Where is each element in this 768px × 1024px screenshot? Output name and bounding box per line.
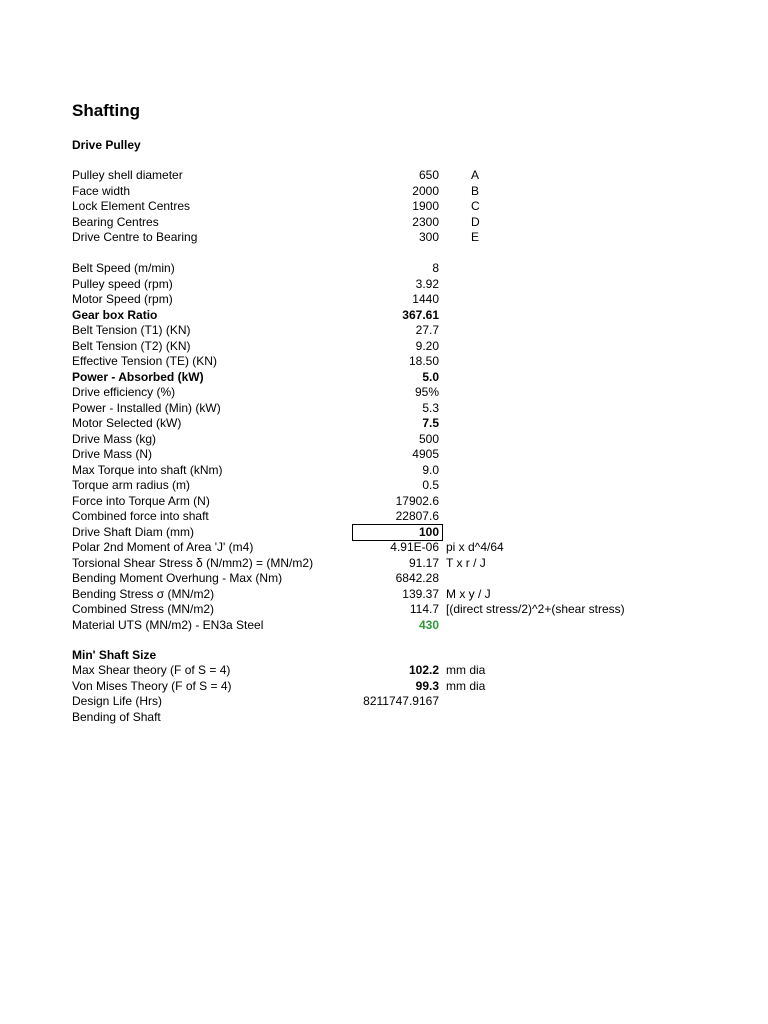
row-value[interactable]: 100: [418, 524, 439, 539]
row-value: 114.7: [409, 602, 439, 616]
row-label: Lock Element Centres: [72, 199, 191, 213]
row-label: Motor Selected (kW): [72, 416, 182, 430]
row-label: Face width: [72, 183, 131, 198]
row-value: 300: [418, 230, 439, 244]
row-value: 17902.6: [395, 493, 439, 508]
table-row: [0, 401, 768, 417]
table-row: [0, 370, 768, 386]
table-row: [0, 261, 768, 277]
row-label: Force into Torque Arm (N): [72, 493, 210, 508]
table-row: [0, 602, 768, 618]
row-label: Belt Tension (T1) (KN): [72, 323, 191, 337]
table-row: [0, 168, 768, 184]
row-note: pi x d^4/64: [446, 540, 504, 554]
row-label: Bending of Shaft: [72, 709, 161, 724]
row-value: 500: [418, 431, 439, 446]
row-label: Drive Shaft Diam (mm): [72, 524, 195, 539]
row-label: Torque arm radius (m): [72, 478, 191, 492]
table-row: [0, 308, 768, 324]
row-value: 430: [418, 617, 439, 632]
table-row: [0, 463, 768, 479]
table-row: [0, 571, 768, 587]
table-row: [0, 230, 768, 246]
row-value: 650: [418, 168, 439, 182]
row-label: Effective Tension (TE) (KN): [72, 354, 217, 368]
row-value: 102.2: [408, 663, 439, 677]
row-label: Pulley shell diameter: [72, 168, 183, 182]
table-row: [0, 587, 768, 603]
table-row: [0, 215, 768, 231]
table-row: [0, 710, 768, 726]
row-value: 3.92: [415, 276, 439, 291]
table-row: [0, 494, 768, 510]
table-row: [0, 679, 768, 695]
row-note: M x y / J: [446, 586, 491, 601]
row-value: 18.50: [408, 354, 439, 368]
table-row: [0, 525, 768, 541]
row-label: Von Mises Theory (F of S = 4): [72, 678, 232, 693]
row-value: 8211747.9167: [363, 694, 439, 708]
table-row: [0, 694, 768, 710]
table-row: [0, 385, 768, 401]
table-row: [0, 663, 768, 679]
row-tag: A: [471, 168, 480, 182]
table-row: [0, 416, 768, 432]
row-label: Power - Absorbed (kW): [72, 369, 204, 384]
table-row: [0, 478, 768, 494]
row-label: Max Shear theory (F of S = 4): [72, 663, 231, 677]
row-value: 2000: [412, 183, 439, 198]
table-row: [0, 184, 768, 200]
row-value: 4905: [412, 447, 439, 461]
row-tag: D: [471, 214, 480, 229]
row-label: Bearing Centres: [72, 214, 159, 229]
row-label: Belt Speed (m/min): [72, 261, 175, 275]
table-row: [0, 447, 768, 463]
row-note: [(direct stress/2)^2+(shear stress): [446, 602, 625, 616]
row-value: 139.37: [402, 586, 439, 601]
row-label: Motor Speed (rpm): [72, 292, 173, 306]
row-label: Drive Mass (N): [72, 447, 152, 461]
row-label: Bending Stress σ (MN/m2): [72, 586, 215, 601]
row-label: Design Life (Hrs): [72, 694, 163, 708]
row-label: Drive Centre to Bearing: [72, 230, 198, 244]
row-value: 9.20: [415, 338, 439, 353]
table-row: [0, 509, 768, 525]
row-value: 8: [432, 261, 439, 275]
row-value: 95%: [414, 385, 439, 399]
table-row: [0, 323, 768, 339]
row-note: T x r / J: [446, 555, 486, 570]
row-value: 99.3: [415, 678, 439, 693]
page-title: Shafting: [72, 101, 140, 120]
row-value: 5.0: [422, 369, 439, 384]
table-row: [0, 556, 768, 572]
row-value: 1900: [412, 199, 439, 213]
row-value: 367.61: [402, 307, 439, 322]
row-label: Gear box Ratio: [72, 307, 158, 322]
row-value: 0.5: [422, 478, 439, 492]
row-label: Combined force into shaft: [72, 509, 209, 523]
row-label: Drive efficiency (%): [72, 385, 176, 399]
row-label: Power - Installed (Min) (kW): [72, 400, 221, 415]
row-label: Polar 2nd Moment of Area 'J' (m4): [72, 540, 254, 554]
row-label: Torsional Shear Stress δ (N/mm2) = (MN/m2): [72, 555, 314, 570]
row-note: mm dia: [446, 678, 486, 693]
row-value: 27.7: [415, 323, 439, 337]
table-row: [0, 540, 768, 556]
table-row: [0, 339, 768, 355]
row-note: mm dia: [446, 663, 486, 677]
row-value: 5.3: [422, 400, 439, 415]
row-label: Max Torque into shaft (kNm): [72, 462, 223, 477]
row-tag: E: [471, 230, 480, 244]
table-row: [0, 618, 768, 634]
row-value: 22807.6: [395, 509, 439, 523]
table-row: [0, 354, 768, 370]
row-tag: C: [471, 199, 480, 213]
section-heading-min-shaft-size: Min' Shaft Size: [72, 648, 157, 662]
row-label: Drive Mass (kg): [72, 431, 157, 446]
section-heading-drive-pulley: Drive Pulley: [72, 138, 141, 152]
row-tag: B: [471, 183, 480, 198]
row-label: Material UTS (MN/m2) - EN3a Steel: [72, 617, 264, 632]
row-value: 2300: [412, 214, 439, 229]
table-row: [0, 199, 768, 215]
row-label: Belt Tension (T2) (KN): [72, 338, 191, 353]
row-label: Bending Moment Overhung - Max (Nm): [72, 571, 283, 585]
row-value: 4.91E-06: [390, 540, 439, 554]
table-row: [0, 432, 768, 448]
row-value: 9.0: [422, 462, 439, 477]
row-label: Combined Stress (MN/m2): [72, 602, 215, 616]
row-value: 91.17: [408, 555, 439, 570]
row-value: 6842.28: [395, 571, 439, 585]
table-row: [0, 277, 768, 293]
row-value: 7.5: [422, 416, 439, 430]
table-row: [0, 292, 768, 308]
row-value: 1440: [412, 292, 439, 306]
row-label: Pulley speed (rpm): [72, 276, 173, 291]
